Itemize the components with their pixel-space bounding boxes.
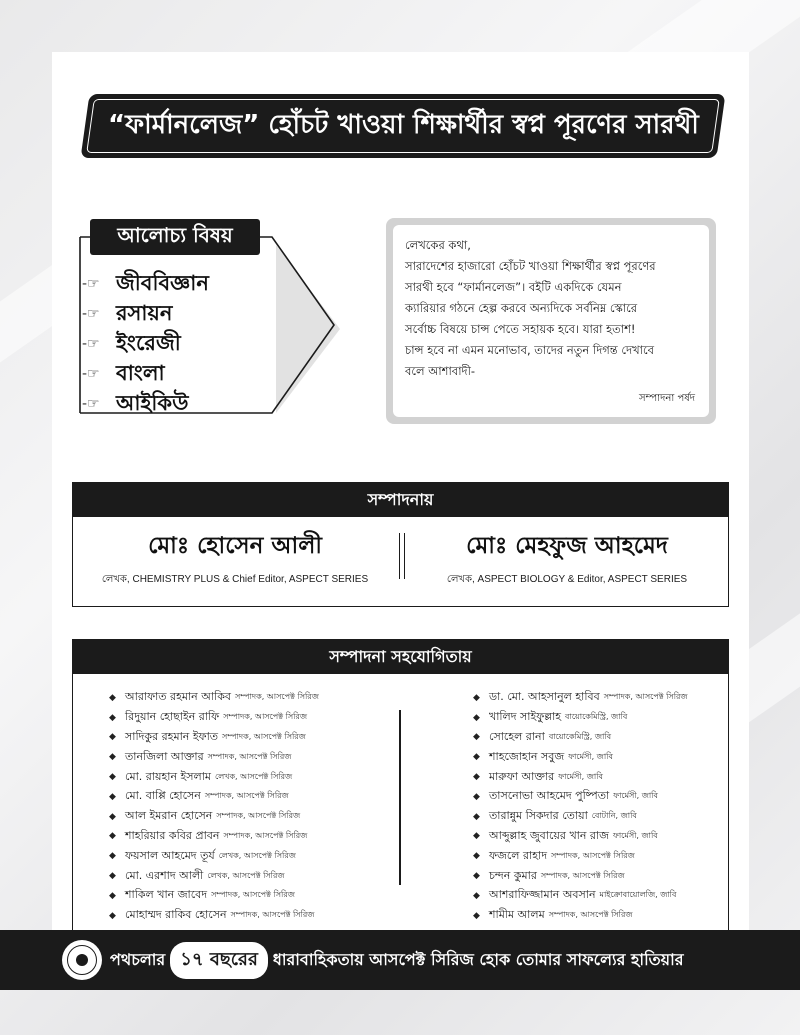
footer-banner (0, 930, 800, 990)
contributor-item (109, 708, 319, 728)
contributor-item (109, 827, 319, 847)
contributor-item (473, 747, 688, 767)
subject-name: জীববিজ্ঞান (116, 270, 209, 295)
diamond-bullet-icon: ◆ (473, 712, 480, 723)
pointing-hand-icon: -☞ (82, 366, 100, 382)
contributor-name: আল ইমরান হোসেন (125, 809, 213, 823)
contributor-role: সম্পাদক, আসপেক্ট সিরিজ (540, 870, 625, 880)
contributor-item (109, 866, 319, 886)
diamond-bullet-icon: ◆ (473, 910, 480, 921)
diamond-bullet-icon: ◆ (473, 752, 480, 763)
author-note-line: চান্স হবে না এমন মনোভাব, তাদের নতুন দিগন্ত দেখাবে (405, 343, 654, 357)
contributor-name: মো. বাপ্পি হোসেন (125, 789, 201, 803)
diamond-bullet-icon: ◆ (473, 890, 480, 901)
contributor-name: তানজিলা আক্তার (125, 749, 204, 763)
pointing-hand-icon: -☞ (82, 306, 100, 322)
contributor-name: সাদিকুর রহমান ইফাত (125, 729, 219, 743)
contributor-name: ফজলে রাহাদ (489, 848, 547, 862)
diamond-bullet-icon: ◆ (109, 752, 116, 763)
diamond-bullet-icon: ◆ (473, 692, 480, 703)
contributor-role: ফার্মেসী, জাবি (613, 791, 658, 801)
diamond-bullet-icon: ◆ (109, 851, 116, 862)
contributor-role: সম্পাদক, আসপেক্ট সিরিজ (550, 850, 635, 860)
subjects-heading: আলোচ্য বিষয় (90, 219, 260, 255)
contributor-role: সম্পাদক, আসপেক্ট সিরিজ (204, 791, 289, 801)
contributors-right-list (473, 688, 688, 926)
page-title: “ফার্মানলেজ” হোঁচট খাওয়া শিক্ষার্থীর স্বপ্ন পূরণের সারথী (107, 110, 699, 140)
contributor-item (473, 886, 688, 906)
subject-name: আইকিউ (116, 390, 189, 415)
contributor-role: সম্পাদক, আসপেক্ট সিরিজ (222, 731, 306, 741)
contributor-role: সম্পাদক, আসপেক্ট সিরিজ (207, 751, 292, 761)
author-note-line: বলে আশাবাদী- (405, 364, 476, 378)
footer-text-before: পথচলার (110, 949, 166, 969)
contributor-role: বোটানি, জাবি (591, 811, 637, 821)
contributor-item (109, 906, 319, 926)
contributor-item (109, 807, 319, 827)
aspect-series-seal-icon (62, 940, 102, 980)
contributor-item (109, 886, 319, 906)
contributor-item (109, 688, 319, 708)
contributor-role: সম্পাদক, আসপেক্ট সিরিজ (230, 910, 315, 920)
footer-slogan (110, 942, 684, 979)
contributor-item (473, 688, 688, 708)
contributor-item (473, 728, 688, 748)
contributor-role: সম্পাদক, আসপেক্ট সিরিজ (235, 692, 319, 702)
contributor-role: ফার্মেসী, জাবি (558, 771, 603, 781)
author-note-text (405, 235, 697, 382)
contributors-left-list (109, 688, 319, 926)
contributor-item (109, 787, 319, 807)
pointing-hand-icon: -☞ (82, 396, 100, 412)
contributor-item (109, 846, 319, 866)
diamond-bullet-icon: ◆ (109, 811, 116, 822)
author-note-line: সারথী হবে “ফার্মানলেজ”। বইটি একদিকে যেমন (405, 280, 622, 294)
author-note-line: সর্বোচ্চ বিষয়ে চান্স পেতে সহায়ক হবে। যারা হতাশ! (405, 322, 636, 336)
diamond-bullet-icon: ◆ (473, 772, 480, 783)
pointing-hand-icon: -☞ (82, 336, 100, 352)
contributor-name: আরাফাত রহমান আকিব (125, 690, 232, 704)
content-page (52, 52, 749, 930)
diamond-bullet-icon: ◆ (473, 811, 480, 822)
contributor-role: বায়োকেমিস্ট্রি, জাবি (565, 712, 628, 722)
contributor-name: সোহেল রানা (489, 729, 545, 743)
contributor-role: লেখক, আসপেক্ট সিরিজ (218, 850, 296, 860)
contributor-name: শাহরিয়ার কবির প্রাবন (125, 828, 220, 842)
diamond-bullet-icon: ◆ (473, 791, 480, 802)
contributor-name: মো. রায়হান ইসলাম (125, 769, 211, 783)
diamond-bullet-icon: ◆ (109, 890, 116, 901)
diamond-bullet-icon: ◆ (109, 772, 116, 783)
diamond-bullet-icon: ◆ (109, 910, 116, 921)
author-note-body (393, 225, 709, 417)
contributor-name: রিদুয়ান হোছাইন রাফি (125, 710, 220, 724)
editor-role: লেখক, ASPECT BIOLOGY & Editor, ASPECT SERIES (446, 574, 688, 585)
contributor-item (109, 728, 319, 748)
contributor-item (473, 708, 688, 728)
contributor-name: চন্দন কুমার (489, 868, 537, 882)
author-note-signature: সম্পাদনা পর্ষদ (639, 393, 695, 404)
author-note-line: সারাদেশের হাজারো হোঁচট খাওয়া শিক্ষার্থীর স্বপ্ন পূরণের (405, 259, 656, 273)
contributor-role: সম্পাদক, আসপেক্ট সিরিজ (548, 910, 633, 920)
diamond-bullet-icon: ◆ (109, 831, 116, 842)
diamond-bullet-icon: ◆ (109, 871, 116, 882)
editor-card (417, 527, 717, 589)
diamond-bullet-icon: ◆ (473, 831, 480, 842)
diamond-bullet-icon: ◆ (473, 871, 480, 882)
contributor-name: তারান্নুম সিকদার তোয়া (489, 809, 588, 823)
contributor-role: লেখক, আসপেক্ট সিরিজ (215, 771, 293, 781)
diamond-bullet-icon: ◆ (109, 791, 116, 802)
contributor-name: মারুফা আক্তার (489, 769, 555, 783)
contributor-name: শামীম আলম (489, 908, 545, 922)
contributor-item (473, 787, 688, 807)
contributor-name: মোহাম্মদ রাকিব হোসেন (125, 908, 227, 922)
contributor-item (473, 807, 688, 827)
subject-item (76, 359, 209, 389)
editor-name: মোঃ হোসেন আলী (148, 533, 322, 559)
contributor-item (473, 767, 688, 787)
author-note-line: লেখকের কথা, (405, 238, 471, 252)
contributor-name: মো. এরশাদ আলী (125, 868, 204, 882)
editor-role: লেখক, CHEMISTRY PLUS & Chief Editor, ASPECT SERIES (101, 574, 369, 585)
contributors-section (72, 639, 729, 930)
contributor-name: ডা. মো. আহসানুল হাবিব (489, 690, 600, 704)
contributor-role: সম্পাদক, আসপেক্ট সিরিজ (223, 712, 308, 722)
editor-divider (399, 533, 405, 579)
contributor-item (473, 866, 688, 886)
editor-card (85, 527, 385, 589)
contributor-role: বায়োকেমিস্ট্রি, জাবি (548, 731, 612, 741)
contributor-name: শাহজোহান সবুজ (489, 749, 565, 763)
contributor-item (109, 747, 319, 767)
title-banner (81, 94, 726, 158)
subject-name: বাংলা (116, 360, 165, 385)
diamond-bullet-icon: ◆ (109, 732, 116, 743)
contributor-item (109, 767, 319, 787)
contributors-heading: সম্পাদনা সহযোগিতায় (73, 640, 728, 674)
diamond-bullet-icon: ◆ (109, 692, 116, 703)
subject-name: ইংরেজী (116, 330, 181, 355)
author-note-line: ক্যারিয়ার গঠনে হেল্প করবে অন্যদিকে সর্বনিম্ন স্কোরে (405, 301, 638, 315)
contributor-role: সম্পাদক, আসপেক্ট সিরিজ (603, 692, 688, 702)
diamond-bullet-icon: ◆ (473, 732, 480, 743)
contributor-role: লেখক, আসপেক্ট সিরিজ (207, 870, 285, 880)
contributor-role: ফার্মেসী, জাবি (568, 751, 613, 761)
contributor-item (473, 846, 688, 866)
contributor-role: সম্পাদক, আসপেক্ট সিরিজ (216, 811, 301, 821)
editors-heading: সম্পাদনায় (73, 483, 728, 517)
editor-name: মোঃ মেহফুজ আহমেদ (466, 533, 668, 559)
contributor-name: আশরাফিজ্জামান অবসান (489, 888, 596, 902)
subject-list (76, 269, 209, 419)
contributor-name: শাকিল খান জাবেদ (125, 888, 208, 902)
contributors-divider (399, 710, 401, 885)
pointing-hand-icon: -☞ (82, 276, 100, 292)
contributor-role: ফার্মেসী, জাবি (613, 830, 658, 840)
subject-name: রসায়ন (116, 300, 173, 325)
contributor-role: মাইক্রোবায়োলজি, জাবি (599, 890, 677, 900)
footer-text-after: ধারাবাহিকতায় আসপেক্ট সিরিজ হোক তোমার সাফল্যের হাতিয়ার (272, 949, 684, 969)
contributor-name: ফয়সাল আহমেদ তূর্য (125, 848, 215, 862)
contributor-role: সম্পাদক, আসপেক্ট সিরিজ (223, 830, 308, 840)
diamond-bullet-icon: ◆ (473, 851, 480, 862)
footer-highlight: ১৭ বছরের (170, 942, 268, 979)
contributor-item (473, 827, 688, 847)
subject-item (76, 389, 209, 419)
subject-item (76, 299, 209, 329)
contributor-role: সম্পাদক, আসপেক্ট সিরিজ (211, 890, 295, 900)
contributor-name: আব্দুল্লাহ জুবায়ের খান রাজ (489, 828, 610, 842)
subject-item (76, 269, 209, 299)
subject-item (76, 329, 209, 359)
contributor-name: তাসনোভা আহমেদ পুষ্পিতা (489, 789, 610, 803)
contributor-name: খালিদ সাইফুল্লাহ (489, 710, 562, 724)
contributor-item (473, 906, 688, 926)
author-note (386, 218, 716, 424)
subjects-panel (76, 217, 346, 427)
diamond-bullet-icon: ◆ (109, 712, 116, 723)
editors-section (72, 482, 729, 607)
